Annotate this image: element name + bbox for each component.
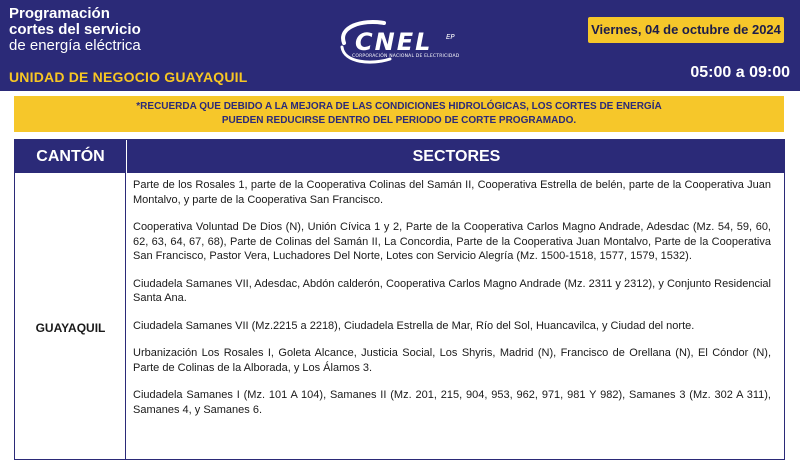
time-range: 05:00 a 09:00 bbox=[690, 64, 790, 81]
table-header bbox=[15, 140, 785, 173]
notice-line-1: *RECUERDA QUE DEBIDO A LA MEJORA DE LAS CONDICIONES HIDROLÓGICAS, LOS CORTES DE ENERGÍA bbox=[136, 101, 662, 112]
sector-paragraph: Urbanización Los Rosales I, Goleta Alcance, Justicia Social, Los Shyris, Madrid (N), Francisco de Orellana (N), El Cóndor (N), Parte de Colinas de la Alborada, y Los Álamos 3. bbox=[133, 347, 771, 374]
logo-wordmark: CNEL bbox=[355, 28, 433, 56]
program-title bbox=[9, 6, 141, 54]
sector-paragraph: Ciudadela Samanes VII (Mz.2215 a 2218), Ciudadela Estrella de Mar, Río del Sol, Huancavilca, y Ciudad del norte. bbox=[133, 319, 695, 332]
hydrology-notice bbox=[14, 96, 784, 132]
canton-name: GUAYAQUIL bbox=[35, 321, 106, 335]
column-header-sectores: SECTORES bbox=[126, 140, 785, 173]
logo-subtitle: CORPORACIÓN NACIONAL DE ELECTRICIDAD bbox=[352, 54, 460, 59]
outage-table bbox=[14, 139, 785, 460]
canton-cell bbox=[15, 173, 126, 460]
title-line-1: Programación bbox=[9, 5, 110, 22]
sector-paragraph: Cooperativa Voluntad De Dios (N), Unión Cívica 1 y 2, Parte de la Cooperativa Carlos Magno Andrade, Adesdac (Mz. 54, 59, 60, 62, 63, 64, 67, 68), Parte de Colinas del Samán II, La Concordia, Parte de la Cooperativa Juan Montalvo, Parte de la Cooperativa San Francisco, Pastor Vera, Luchadores Del Norte, Lotes con Servicio Alegría (Mz. 1500-1518, 1577, 1579, 1532). bbox=[133, 221, 771, 262]
title-line-3: de energía eléctrica bbox=[9, 37, 141, 54]
sector-paragraph: Ciudadela Samanes I (Mz. 101 A 104), Samanes II (Mz. 201, 215, 904, 953, 962, 971, 981 Y 982), Samanes 3 (Mz. 302 A 311), Samanes 4, y Samanes 6. bbox=[133, 389, 771, 416]
column-header-canton: CANTÓN bbox=[36, 148, 105, 165]
business-unit-label: UNIDAD DE NEGOCIO GUAYAQUIL bbox=[9, 69, 248, 85]
logo-suffix: EP bbox=[446, 33, 455, 41]
date-badge: Viernes, 04 de octubre de 2024 bbox=[588, 17, 784, 43]
header-banner bbox=[0, 0, 800, 91]
sector-paragraph: Ciudadela Samanes VII, Adesdac, Abdón calderón, Cooperativa Carlos Magno Andrade (Mz. 2311 y 2312), y Conjunto Residencial Santa Ana. bbox=[133, 277, 771, 304]
sector-paragraph: Parte de los Rosales 1, parte de la Cooperativa Colinas del Samán II, Cooperativa Estrella de belén, parte de la Cooperativa Juan Montalvo, y parte de la Cooperativa San Francisco. bbox=[133, 179, 771, 206]
sectores-cell bbox=[127, 173, 777, 460]
notice-line-2: PUEDEN REDUCIRSE DENTRO DEL PERIODO DE CORTE PROGRAMADO. bbox=[221, 115, 577, 126]
title-line-2: cortes del servicio bbox=[9, 21, 141, 38]
